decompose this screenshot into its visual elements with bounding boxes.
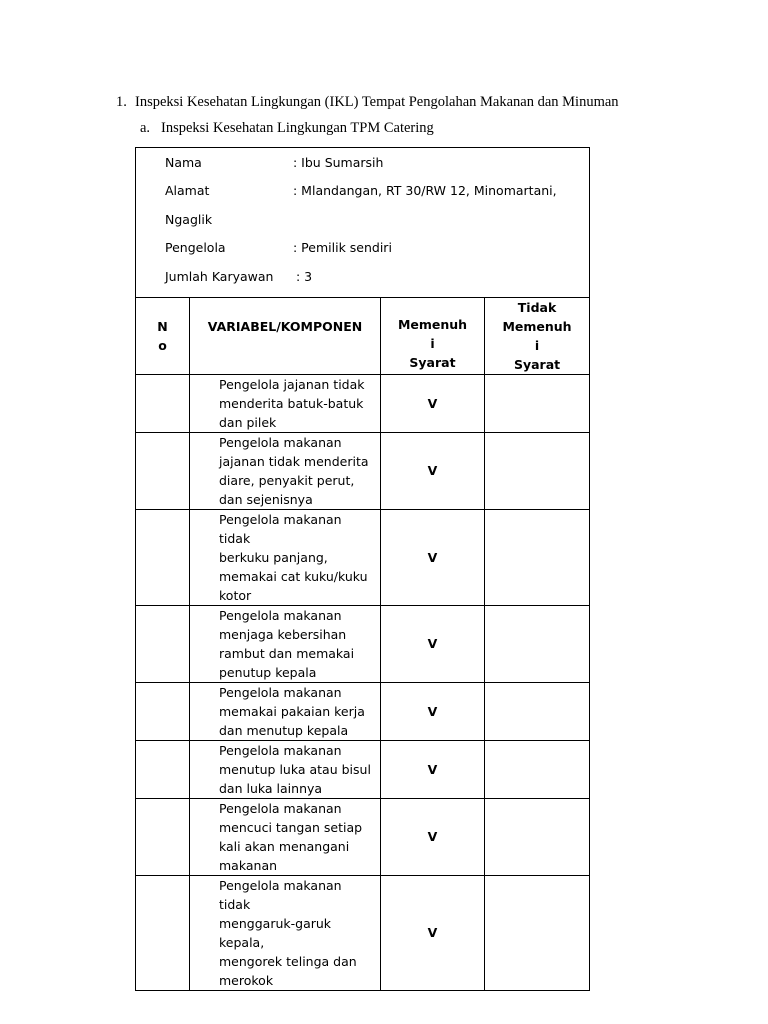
info-row-alamat [165,177,589,206]
variabel-text-line: kotor [219,587,252,603]
table-row [136,682,590,740]
row-memenuhi-cell: V [381,740,485,798]
row-no-cell [136,509,190,605]
row-tidak-memenuhi-cell [485,374,590,432]
variabel-text-line: Pengelola makanan [219,434,342,450]
row-variabel-cell [190,509,381,605]
row-no-cell [136,875,190,990]
variabel-text-line: diare, penyakit perut, [219,472,355,488]
row-tidak-memenuhi-cell [485,682,590,740]
info-row-pengelola [165,234,589,263]
subsection-heading [140,120,434,137]
table-row [136,875,590,990]
variabel-text-line: penutup kepala [219,664,317,680]
variabel-text-line: dan menutup kepala [219,722,349,738]
header-tidak-line4: Syarat [513,356,561,372]
row-no-cell [136,682,190,740]
section-number: 1. [116,94,127,110]
table-row [136,509,590,605]
header-no [136,297,190,374]
row-tidak-memenuhi-cell [485,875,590,990]
pengelola-value: : Pemilik sendiri [293,240,392,256]
row-no-cell [136,432,190,509]
row-variabel-cell [190,605,381,682]
variabel-text-line: menderita batuk-batuk [219,395,364,411]
variabel-text-line: dan sejenisnya [219,491,313,507]
alamat-continuation: Ngaglik [165,211,213,227]
header-variabel [190,297,381,374]
table-body [136,374,590,990]
header-tidak-line3: i [534,337,540,353]
row-memenuhi-cell: V [381,875,485,990]
variabel-text-line: menjaga kebersihan [219,626,347,642]
variabel-text-line: menggaruk-garuk kepala, [219,915,332,950]
row-no-cell [136,798,190,875]
header-tidak-memenuhi [485,297,590,374]
variabel-text-line: Pengelola jajanan tidak [219,376,365,392]
header-tidak-line2: Memenuh [502,318,572,334]
info-row-karyawan [165,262,589,291]
table-header-row [136,297,590,374]
variabel-text-line: mengorek telinga dan [219,953,357,969]
variabel-text-line: Pengelola makanan [219,742,342,758]
info-block-row [136,148,590,298]
alamat-label: Alamat [165,183,210,199]
row-tidak-memenuhi-cell [485,605,590,682]
alamat-value: : Mlandangan, RT 30/RW 12, Minomartani, [293,183,557,199]
variabel-text-line: kali akan menangani [219,838,350,854]
info-block [136,148,590,298]
subsection-letter: a. [140,120,151,136]
variabel-text-line: dan luka lainnya [219,780,323,796]
header-no-line1: N [157,318,168,334]
row-tidak-memenuhi-cell [485,509,590,605]
variabel-text-line: berkuku panjang, [219,549,328,565]
row-memenuhi-cell: V [381,682,485,740]
row-variabel-cell [190,682,381,740]
row-variabel-cell [190,432,381,509]
nama-label: Nama [165,154,202,170]
subsection-title: Inspeksi Kesehatan Lingkungan TPM Catering [161,120,434,136]
table-row [136,432,590,509]
pengelola-label: Pengelola [165,240,226,256]
row-variabel-cell [190,374,381,432]
row-no-cell [136,605,190,682]
row-variabel-cell [190,798,381,875]
row-memenuhi-cell: V [381,509,485,605]
header-no-line2: o [158,337,167,353]
variabel-text-line: Pengelola makanan [219,607,342,623]
header-memenuhi-line2: i [430,336,435,351]
row-tidak-memenuhi-cell [485,432,590,509]
variabel-text-line: Pengelola makanan tidak [219,877,342,912]
variabel-text-line: jajanan tidak menderita [219,453,369,469]
header-variabel-text: VARIABEL/KOMPONEN [207,318,363,334]
row-tidak-memenuhi-cell [485,798,590,875]
variabel-text-line: memakai pakaian kerja [219,703,365,719]
header-memenuhi-line1: Memenuh [397,317,468,332]
table-row [136,740,590,798]
header-memenuhi [381,297,485,374]
inspection-table [135,147,590,991]
variabel-text-line: Pengelola makanan [219,684,342,700]
variabel-text-line: Pengelola makanan [219,800,342,816]
variabel-text-line: menutup luka atau bisul [219,761,371,777]
row-memenuhi-cell: V [381,605,485,682]
section-title: Inspeksi Kesehatan Lingkungan (IKL) Tempat Pengolahan Makanan dan Minuman [135,94,619,110]
header-tidak-line1: Tidak [517,299,557,315]
variabel-text-line: merokok [219,972,274,988]
table-row [136,798,590,875]
variabel-text-line: makanan [219,857,278,873]
row-no-cell [136,374,190,432]
info-row-nama [165,148,589,177]
row-tidak-memenuhi-cell [485,740,590,798]
variabel-text-line: mencuci tangan setiap [219,819,363,835]
variabel-text-line: dan pilek [219,414,277,430]
row-memenuhi-cell: V [381,798,485,875]
karyawan-label: Jumlah Karyawan [165,268,274,284]
karyawan-value: : 3 [296,268,313,284]
table-row [136,374,590,432]
nama-value: : Ibu Sumarsih [293,154,384,170]
row-no-cell [136,740,190,798]
header-memenuhi-line3: Syarat [409,355,456,370]
row-memenuhi-cell: V [381,432,485,509]
variabel-text-line: Pengelola makanan tidak [219,511,342,546]
variabel-text-line: memakai cat kuku/kuku [219,568,368,584]
section-heading [116,94,619,111]
row-variabel-cell [190,875,381,990]
table-row [136,605,590,682]
row-memenuhi-cell: V [381,374,485,432]
row-variabel-cell [190,740,381,798]
variabel-text-line: rambut dan memakai [219,645,355,661]
